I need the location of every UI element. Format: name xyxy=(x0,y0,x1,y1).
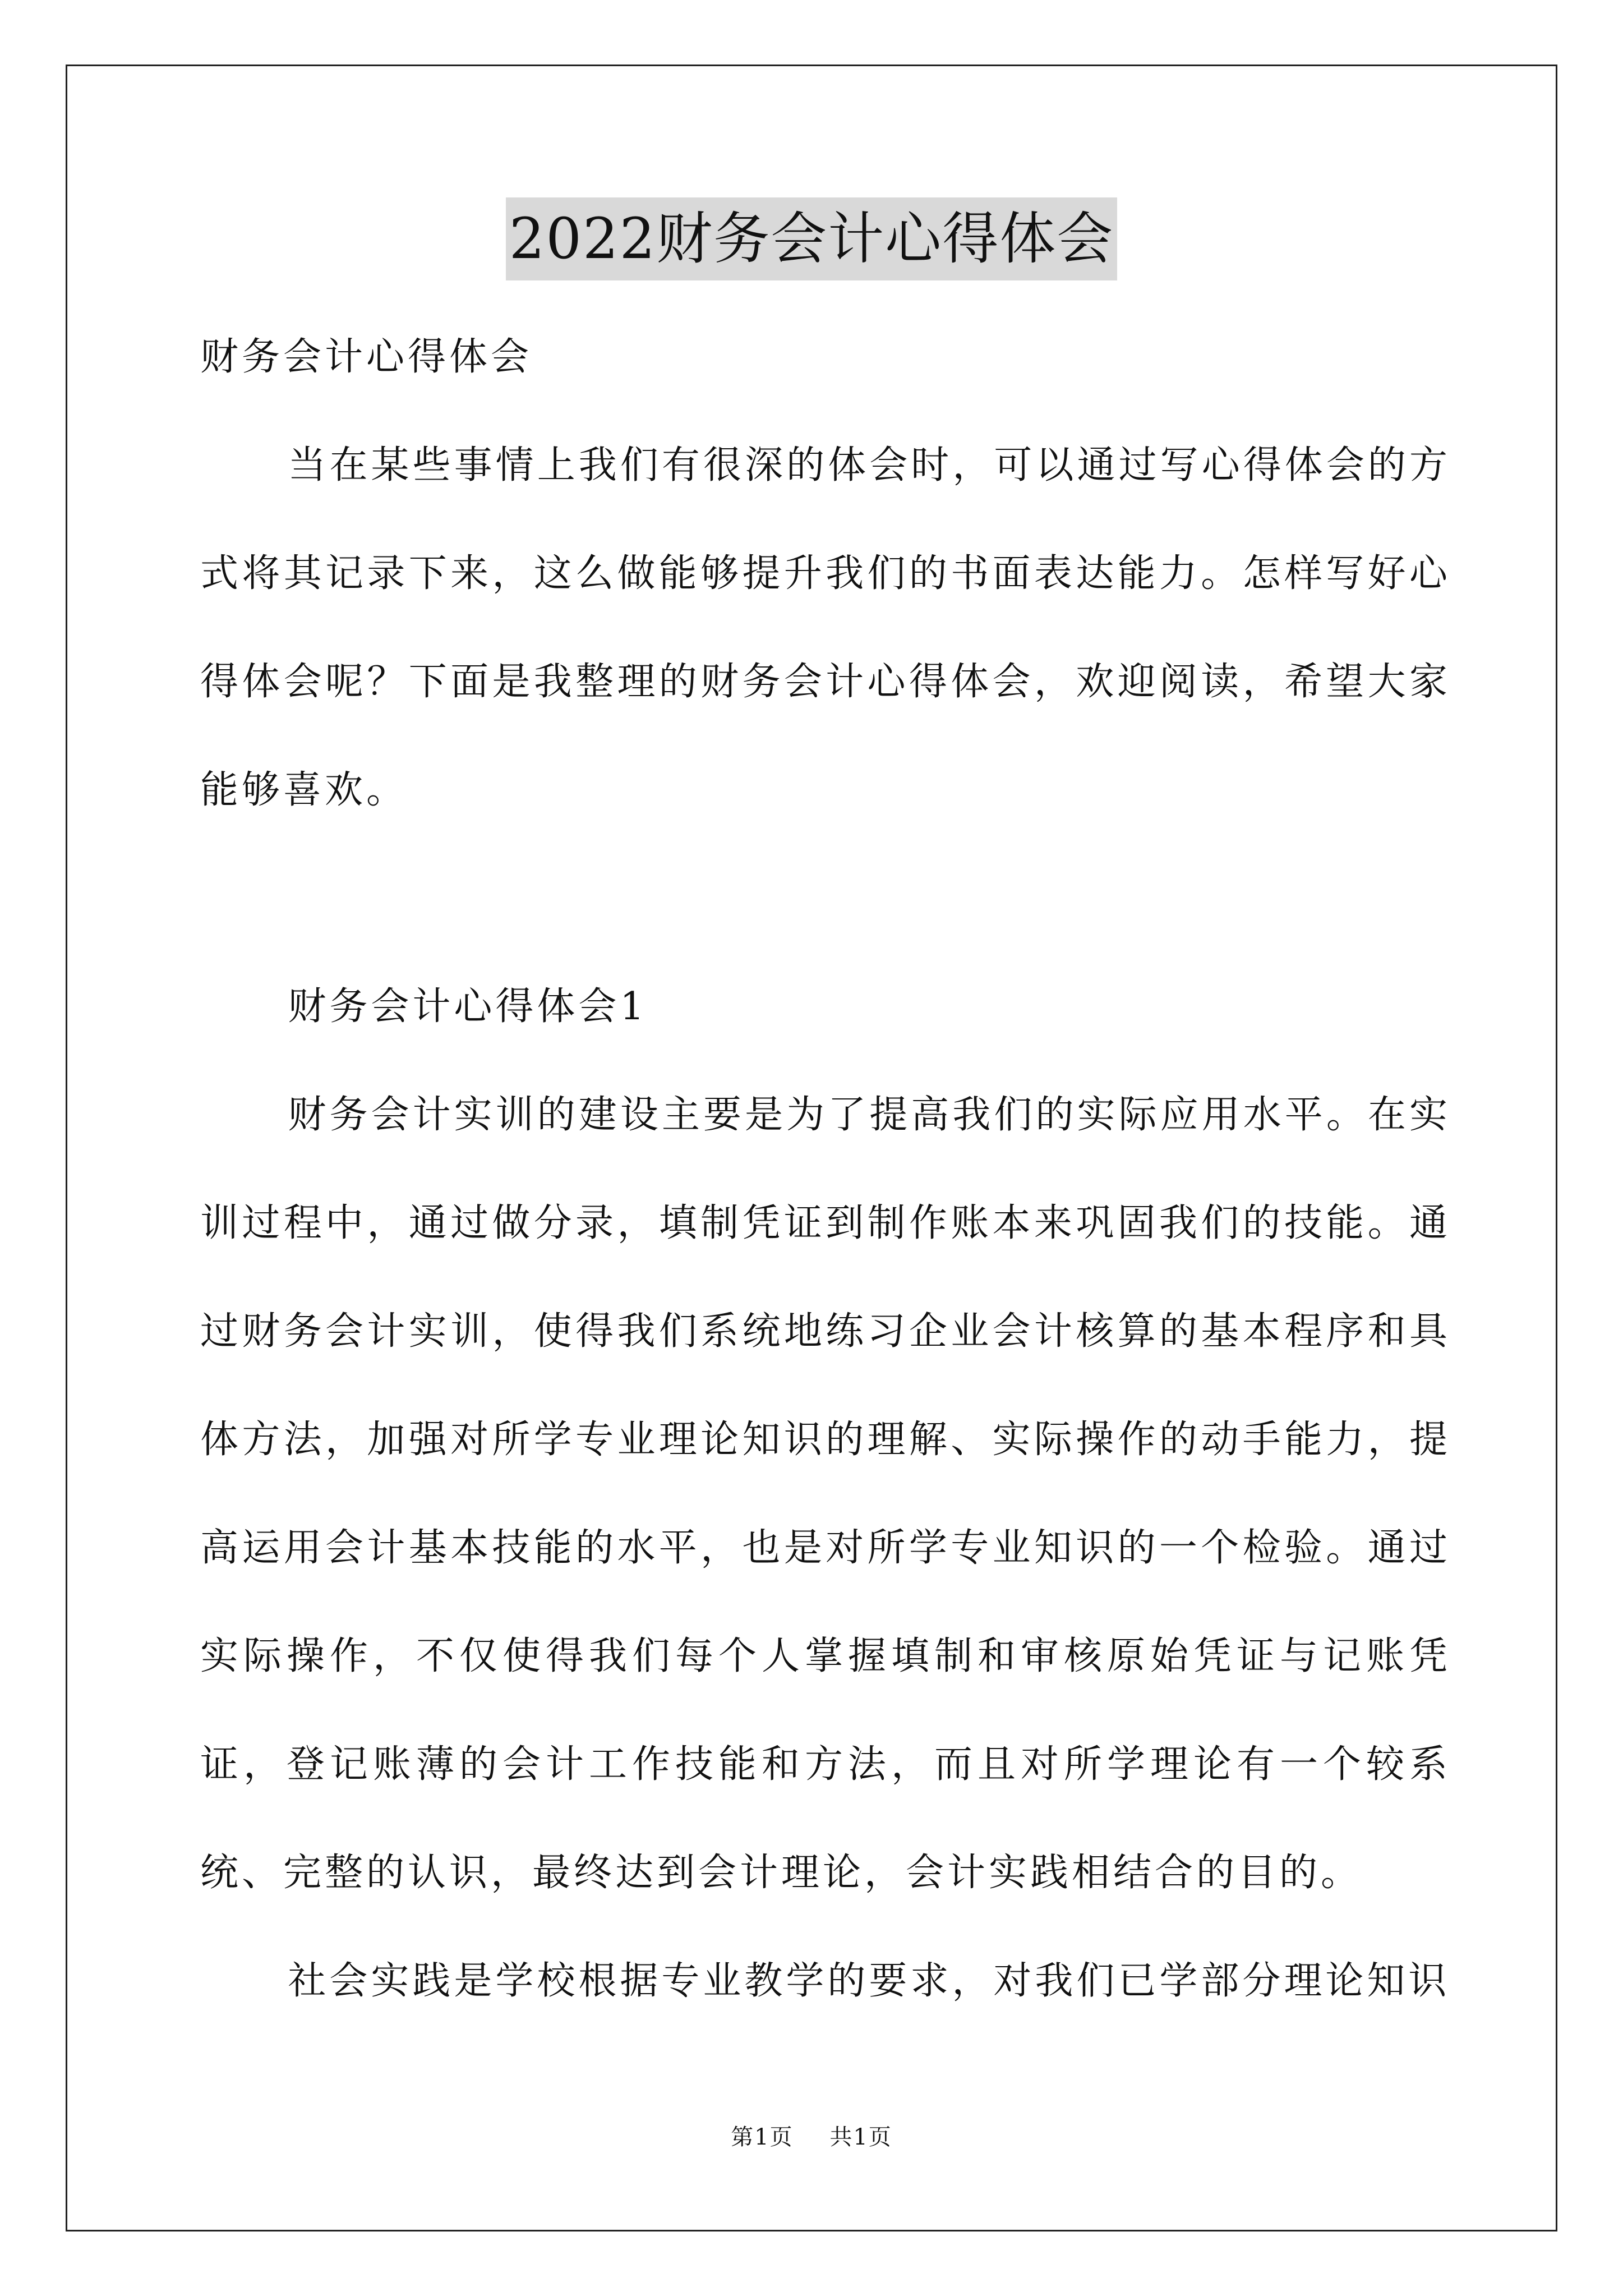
document-subtitle: 财务会计心得体会 xyxy=(200,335,533,379)
title-area xyxy=(0,197,1623,280)
body-paragraph-2: 社会实践是学校根据专业教学的要求，对我们已学部分理论知识 xyxy=(288,1959,1450,2003)
section-heading: 财务会计心得体会1 xyxy=(288,984,648,1029)
page-number-total: 共1页 xyxy=(829,2124,892,2150)
page-number-current: 第1页 xyxy=(731,2124,794,2150)
document-body xyxy=(200,303,1451,2035)
intro-paragraph: 当在某些事情上我们有很深的体会时，可以通过写心得体会的方式将其记录下来，这么做能够提升我们的书面表达能力。怎样写好心得体会呢？下面是我整理的财务会计心得体会，欢迎阅读，希望大家能够喜欢。 xyxy=(200,443,1451,812)
body-paragraph-1: 财务会计实训的建设主要是为了提高我们的实际应用水平。在实训过程中，通过做分录，填制凭证到制作账本来巩固我们的技能。通过财务会计实训，使得我们系统地练习企业会计核算的基本程序和具体方法，加强对所学专业理论知识的理解、实际操作的动手能力，提高运用会计基本技能的水平，也是对所学专业知识的一个检验。通过实际操作，不仅使得我们每个人掌握填制和审核原始凭证与记账凭证，登记账薄的会计工作技能和方法，而且对所学理论有一个较系统、完整的认识，最终达到会计理论，会计实践相结合的目的。 xyxy=(200,1093,1451,1895)
page-footer xyxy=(0,2122,1623,2153)
document-title: 2022财务会计心得体会 xyxy=(506,197,1118,280)
